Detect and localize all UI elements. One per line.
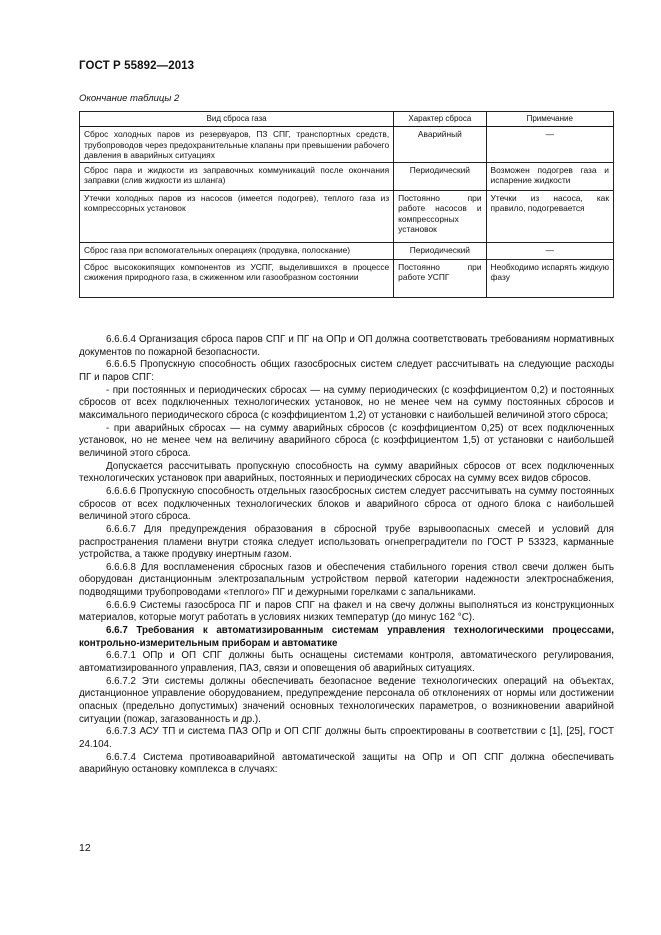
- clause-6-6-6-4: 6.6.6.4 Организация сброса паров СПГ и ПГ на ОПр и ОП должна соответствовать требованиям нормативных документов по пожарной безопасности.: [79, 334, 614, 358]
- column-header-character: Характер сброса: [394, 112, 486, 127]
- table-caption: Окончание таблицы 2: [79, 93, 180, 104]
- column-header-note: Примечание: [486, 112, 613, 127]
- cell-drain-type: Сброс холодных паров из резервуаров, ПЗ СПГ, транспортных средств, трубопроводов через предохранительные клапаны при превышении рабочего давления в аварийных ситуациях: [80, 127, 394, 163]
- clause-6-6-7-3: 6.6.7.3 АСУ ТП и система ПАЗ ОПр и ОП СПГ должны быть спроектированы в соответствии с [1], [25], ГОСТ 24.104.: [79, 726, 614, 750]
- clause-6-6-6-6: 6.6.6.6 Пропускную способность отдельных газосбросных систем следует рассчитывать на сумму постоянных сбросов от всех подключенных технологических блоков и аварийного сброса от одного блока с наибольшей величиной этого сброса.: [79, 485, 614, 523]
- table-row: [80, 127, 614, 163]
- cell-note: Утечки из насоса, как правило, подогревается: [486, 191, 613, 243]
- table-row: [80, 260, 614, 298]
- cell-drain-type: Сброс пара и жидкости из заправочных коммуникаций после окончания заправки (слив жидкости из шланга): [80, 163, 394, 191]
- clause-6-6-6-7: 6.6.6.7 Для предупреждения образования в сбросной трубе взрывоопасных смесей и условий для распространения пламени внутри стояка следует использовать огнепреградители по ГОСТ Р 53323, карманные устройства, а также продувку инертным газом.: [79, 523, 614, 561]
- clause-6-6-7-4: 6.6.7.4 Система противоаварийной автоматической защиты на ОПр и ОП СПГ должна обеспечивать аварийную остановку комплекса в случаях:: [79, 751, 614, 776]
- cell-note: —: [486, 127, 613, 163]
- cell-drain-character: Периодический: [394, 243, 486, 260]
- table-header-row: [80, 112, 614, 127]
- cell-drain-type: Сброс газа при вспомогательных операциях (продувка, полоскание): [80, 243, 394, 260]
- clause-6-6-6-5: 6.6.6.5 Пропускную способность общих газосбросных систем следует рассчитывать на следующие расходы ПГ и паров СПГ:: [79, 359, 614, 383]
- table-row: [80, 243, 614, 260]
- cell-drain-character: Постоянно при работе насосов и компрессорных установок: [394, 191, 486, 243]
- column-header-type: Вид сброса газа: [80, 112, 394, 127]
- clause-6-6-7-2: 6.6.7.2 Эти системы должны обеспечивать безопасное ведение технологических операций на объектах, дистанционное управление оборудованием, предупреждение персонала об отклонениях от нормы или достижении опасных (предельно допустимых) значений основных технологических параметров, о возникновении аварийной ситуации (пожар, загазованность и др.).: [79, 675, 614, 725]
- cell-drain-character: Аварийный: [394, 127, 486, 163]
- clause-6-6-7-1: 6.6.7.1 ОПр и ОП СПГ должны быть оснащены системами контроля, автоматического регулирования, автоматизированного управления, ПАЗ, связи и оповещения об аварийных ситуациях.: [79, 650, 614, 675]
- cell-note: Возможен подогрев газа и испарение жидкости: [486, 163, 613, 191]
- list-item-emergency-drains: - при аварийных сбросах — на сумму аварийных сбросов (с коэффициентом 0,25) от всех подключенных установок, но не менее чем на величину аварийного сброса (с коэффициентом 1,5) от установки с наибольшей величиной этого сброса.: [79, 422, 614, 459]
- cell-note: Необходимо испарять жидкую фазу: [486, 260, 613, 298]
- cell-note: —: [486, 243, 613, 260]
- gas-drain-table: [79, 111, 614, 298]
- body-text: [79, 334, 614, 777]
- cell-drain-type: Утечки холодных паров из насосов (имеется подогрев), теплого газа из компрессорных установок: [80, 191, 394, 243]
- table-row: [80, 163, 614, 191]
- page-number: 12: [79, 842, 91, 854]
- clause-6-6-6-9: 6.6.6.9 Системы газосброса ПГ и паров СПГ на факел и на свечу должны выполняться из конструкционных материалов, которые могут работать в условиях низких температур (до минус 162 °С).: [79, 599, 614, 624]
- list-item-periodic-drains: - при постоянных и периодических сбросах — на сумму периодических (с коэффициентом 0,2) и постоянных сбросов от всех подключенных технологических установок, но не менее чем на сумму постоянных сбросов и максимального периодического сброса (с коэффициентом 1,2) от установки с наибольшей величиной этого сброса;: [79, 384, 614, 421]
- cell-drain-type: Сброс высококипящих компонентов из УСПГ, выделившихся в процессе сжижения природного газа, в сжиженном или газообразном состоянии: [80, 260, 394, 298]
- table-row: [80, 191, 614, 243]
- section-heading-6-6-7: 6.6.7 Требования к автоматизированным системам управления технологическими процессами, контрольно-измерительным приборам и автоматике: [79, 625, 614, 649]
- cell-drain-character: Постоянно при работе УСПГ: [394, 260, 486, 298]
- cell-drain-character: Периодический: [394, 163, 486, 191]
- clause-6-6-6-8: 6.6.6.8 Для воспламенения сбросных газов и обеспечения стабильного горения ствол свечи должен быть оборудован дистанционным электрозапальным устройством первой категории надежности электроснабжения, подводящими трубопроводами «теплого» ПГ и дежурными горелками с запальниками.: [79, 561, 614, 599]
- standard-designation: ГОСТ Р 55892—2013: [79, 60, 195, 72]
- clause-permission-paragraph: Допускается рассчитывать пропускную способность на сумму аварийных сбросов от всех подключенных технологических установок при аварийных, постоянных и периодических сбросах на сумму всех видов сбросов.: [79, 460, 614, 485]
